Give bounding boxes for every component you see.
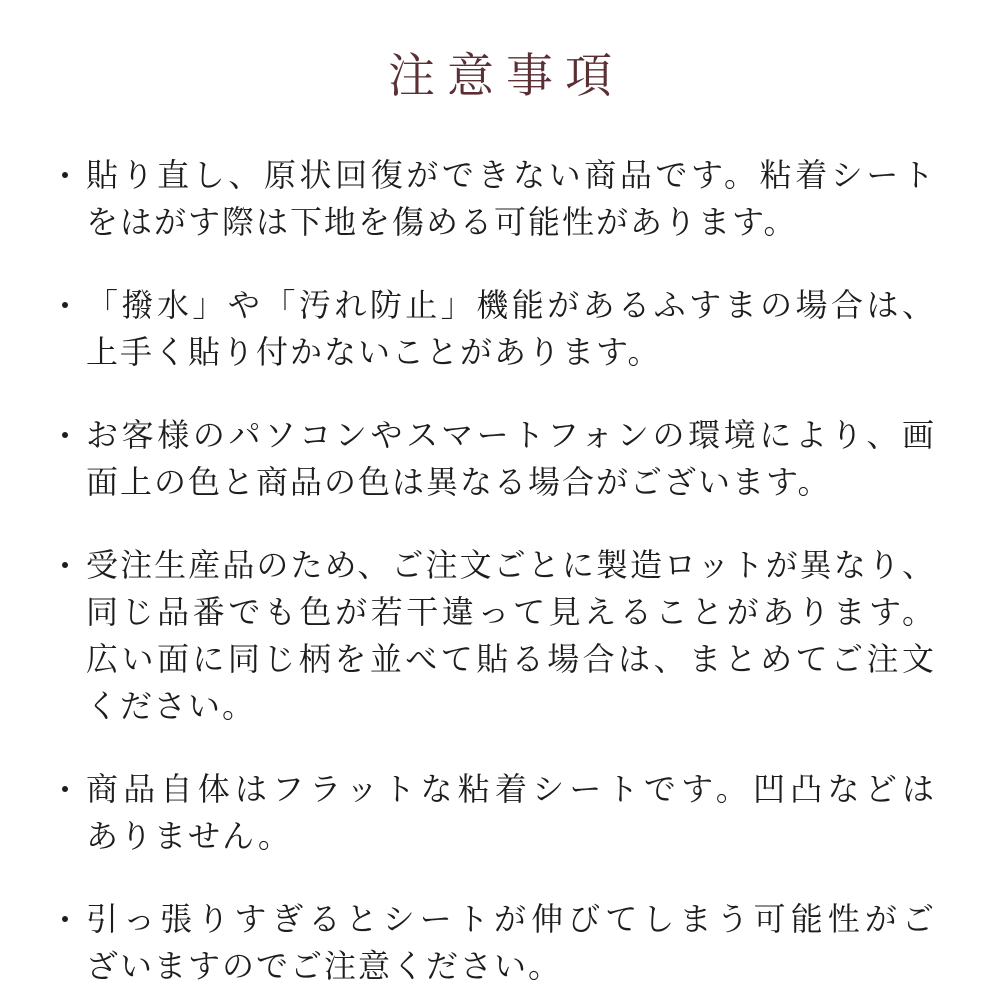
bullet-dot-icon — [62, 432, 68, 438]
notice-text — [86, 542, 936, 730]
notice-item — [86, 766, 936, 860]
notice-item — [86, 412, 936, 506]
notice-line: ざいますのでご注意ください。 — [86, 948, 563, 985]
notice-text — [86, 282, 936, 376]
notice-line: 引っ張りすぎるとシートが伸びてしまう可能性がご — [86, 901, 936, 938]
notice-line: 上手く貼り付かないことがあります。 — [86, 334, 662, 371]
notice-line: お客様のパソコンやスマートフォンの環境により、画 — [86, 417, 936, 454]
notice-text — [86, 896, 936, 990]
notice-text — [86, 766, 936, 860]
page-title: 注意事項 — [388, 49, 624, 102]
notice-line: 受注生産品のため、ご注文ごとに製造ロットが異なり、 — [86, 547, 936, 584]
notice-item — [86, 896, 936, 990]
notice-line: 貼り直し、原状回復ができない商品です。粘着シート — [86, 157, 936, 194]
notice-line: 商品自体はフラットな粘着シートです。凹凸などは — [86, 771, 936, 808]
notice-line: ありません。 — [86, 818, 292, 855]
notice-line: 同じ品番でも色が若干違って見えることがあります。 — [86, 594, 936, 631]
notice-line: ください。 — [86, 688, 257, 725]
notice-list — [86, 152, 936, 990]
bullet-dot-icon — [62, 172, 68, 178]
notice-item — [86, 282, 936, 376]
bullet-dot-icon — [62, 302, 68, 308]
notice-line: をはがす際は下地を傷める可能性があります。 — [86, 204, 798, 241]
notice-item — [86, 542, 936, 730]
bullet-dot-icon — [62, 562, 68, 568]
notice-line: 広い面に同じ柄を並べて貼る場合は、まとめてご注文 — [86, 641, 936, 678]
bullet-dot-icon — [62, 916, 68, 922]
notice-line: 「撥水」や「汚れ防止」機能があるふすまの場合は、 — [86, 287, 936, 324]
notice-line: 面上の色と商品の色は異なる場合がございます。 — [86, 464, 832, 501]
bullet-dot-icon — [62, 786, 68, 792]
notice-text — [86, 412, 936, 506]
notice-text — [86, 152, 936, 246]
notice-item — [86, 152, 936, 246]
